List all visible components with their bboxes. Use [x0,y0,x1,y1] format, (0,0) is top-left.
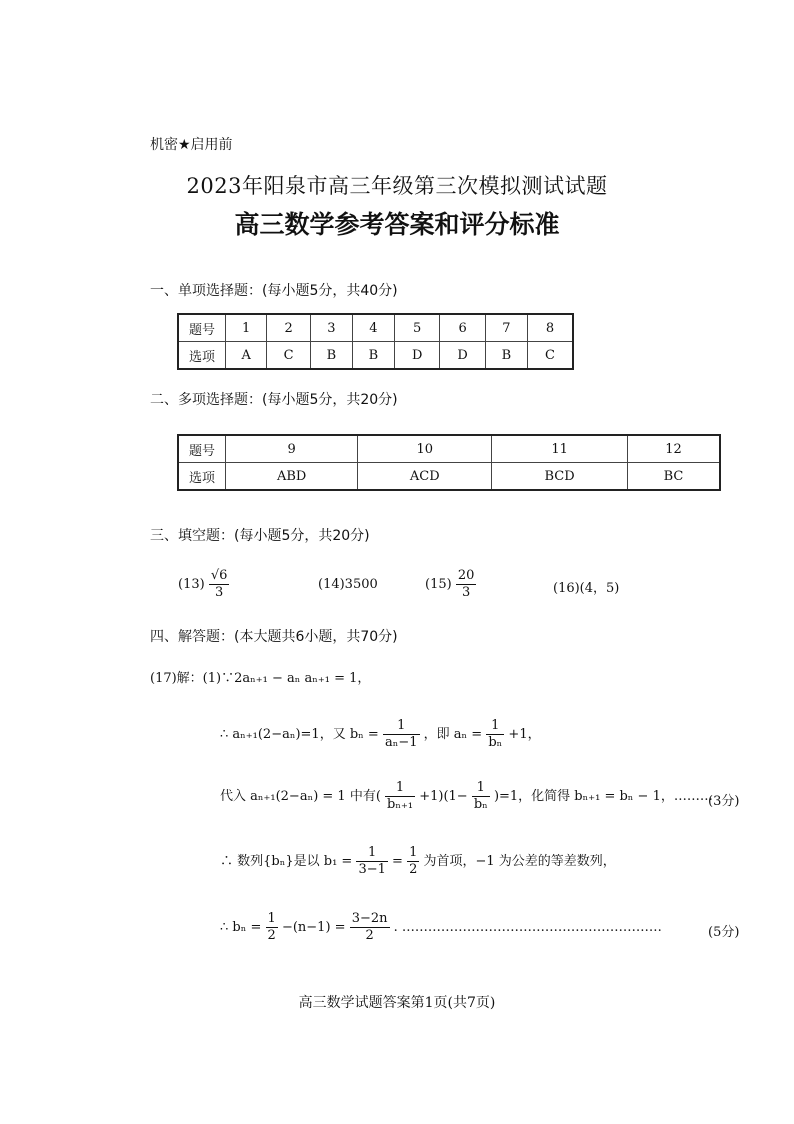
text-run: ∴ 数列{bₙ}是以 b₁ = [220,854,353,869]
fraction-numerator: 1 [356,845,387,862]
row-label-question: 题号 [178,435,226,463]
fraction [385,780,415,813]
section-4-heading: 四、解答题：(本大题共6小题，共70分) [150,629,398,645]
answer-cell: BCD [492,463,628,491]
text-run: 代入 aₙ₊₁(2−aₙ) = 1 中有( [220,789,381,804]
answer-cell: D [440,342,485,370]
question-number: 9 [226,435,358,463]
text-run: ∴ aₙ₊₁(2−aₙ)=1，又 bₙ = [220,727,379,742]
fraction-denominator: 2 [365,928,374,943]
fraction-numerator: 20 [457,568,475,583]
question-number: 10 [358,435,492,463]
multiple-choice-answer-table [177,434,721,491]
answer-13 [178,568,229,601]
text-run: 为首项，−1 为公差的等差数列， [423,854,616,869]
answer-cell: B [485,342,527,370]
fraction [486,718,504,751]
text-run: −(n−1) = [281,920,346,935]
answer-cell: C [267,342,311,370]
exam-title: 2023年阳泉市高三年级第三次模拟测试试题 [186,174,608,198]
solution-line-3 [220,780,713,813]
fraction-numerator: 3−2n [351,911,388,926]
text-run: +1)(1− [419,789,468,804]
fraction-denominator: 2 [409,862,418,877]
solution-line-4 [220,845,616,878]
question-number: 1 [226,314,267,342]
answer-cell: D [394,342,439,370]
fraction [266,911,278,944]
answer-cell: ABD [226,463,358,491]
fraction-denominator: 3 [461,585,471,600]
fraction [407,845,419,878]
fraction-denominator: bₙ [488,735,503,750]
answer-15-label: (15) [425,577,452,592]
question-number: 8 [527,314,573,342]
table-row [178,314,573,342]
section-2-heading: 二、多项选择题：(每小题5分，共20分) [150,392,398,408]
table-row [178,463,720,491]
question-number: 2 [267,314,311,342]
fraction-numerator: 1 [267,911,276,926]
fraction-numerator: 1 [409,845,418,860]
answer-13-label: (13) [178,577,205,592]
question-number: 6 [440,314,485,342]
question-number: 5 [394,314,439,342]
fraction-denominator: bₙ₊₁ [387,797,414,812]
row-label-answer: 选项 [178,463,226,491]
fraction-denominator: 2 [267,928,276,943]
fraction [356,845,387,878]
text-run: = [392,854,403,869]
answer-cell: ACD [358,463,492,491]
fraction [383,718,420,751]
question-number: 3 [310,314,352,342]
table-row [178,435,720,463]
document-title: 高三数学参考答案和评分标准 [234,210,560,239]
page-footer: 高三数学试题答案第1页(共7页) [298,995,496,1011]
text-run: . …………………………………………………… [393,920,662,935]
confidential-label: 机密★启用前 [150,137,233,153]
question-number: 4 [352,314,394,342]
row-label-question: 题号 [178,314,226,342]
answer-cell: B [310,342,352,370]
answer-14: (14)3500 [318,577,378,592]
fraction-numerator: 1 [385,780,415,797]
fraction [456,568,477,601]
fraction [350,911,390,944]
table-row [178,342,573,370]
text-run: ，即 aₙ = [423,727,483,742]
answer-16: (16)(4，5) [553,581,620,596]
fraction-numerator: √6 [210,568,228,583]
fraction-numerator: 1 [472,780,490,797]
text-run: +1， [508,727,541,742]
fraction [209,568,230,601]
text-run: ∴ bₙ = [220,920,262,935]
answer-cell: B [352,342,394,370]
fraction [472,780,490,813]
fraction-denominator: bₙ [473,797,488,812]
fraction-numerator: 1 [383,718,420,735]
solution-line-5 [220,911,662,944]
section-3-heading: 三、填空题：(每小题5分，共20分) [150,528,370,544]
row-label-answer: 选项 [178,342,226,370]
question-number: 12 [627,435,720,463]
answer-cell: C [527,342,573,370]
solution-line-1: (17)解：(1)∵2aₙ₊₁ − aₙ aₙ₊₁ = 1， [150,671,371,686]
single-choice-answer-table [177,313,574,370]
answer-15 [425,568,476,601]
question-number: 11 [492,435,628,463]
fraction-denominator: 3−1 [358,862,386,877]
solution-line-2 [220,718,541,751]
answer-cell: BC [627,463,720,491]
text-run: )=1，化简得 bₙ₊₁ = bₙ − 1，……… [493,789,713,804]
section-1-heading: 一、单项选择题：(每小题5分，共40分) [150,283,398,299]
question-number: 7 [485,314,527,342]
fraction-numerator: 1 [486,718,504,735]
answer-cell: A [226,342,267,370]
score-mark: (5分) [708,925,740,940]
fraction-denominator: aₙ−1 [384,735,418,750]
score-mark: (3分) [708,794,740,809]
fraction-denominator: 3 [214,585,224,600]
